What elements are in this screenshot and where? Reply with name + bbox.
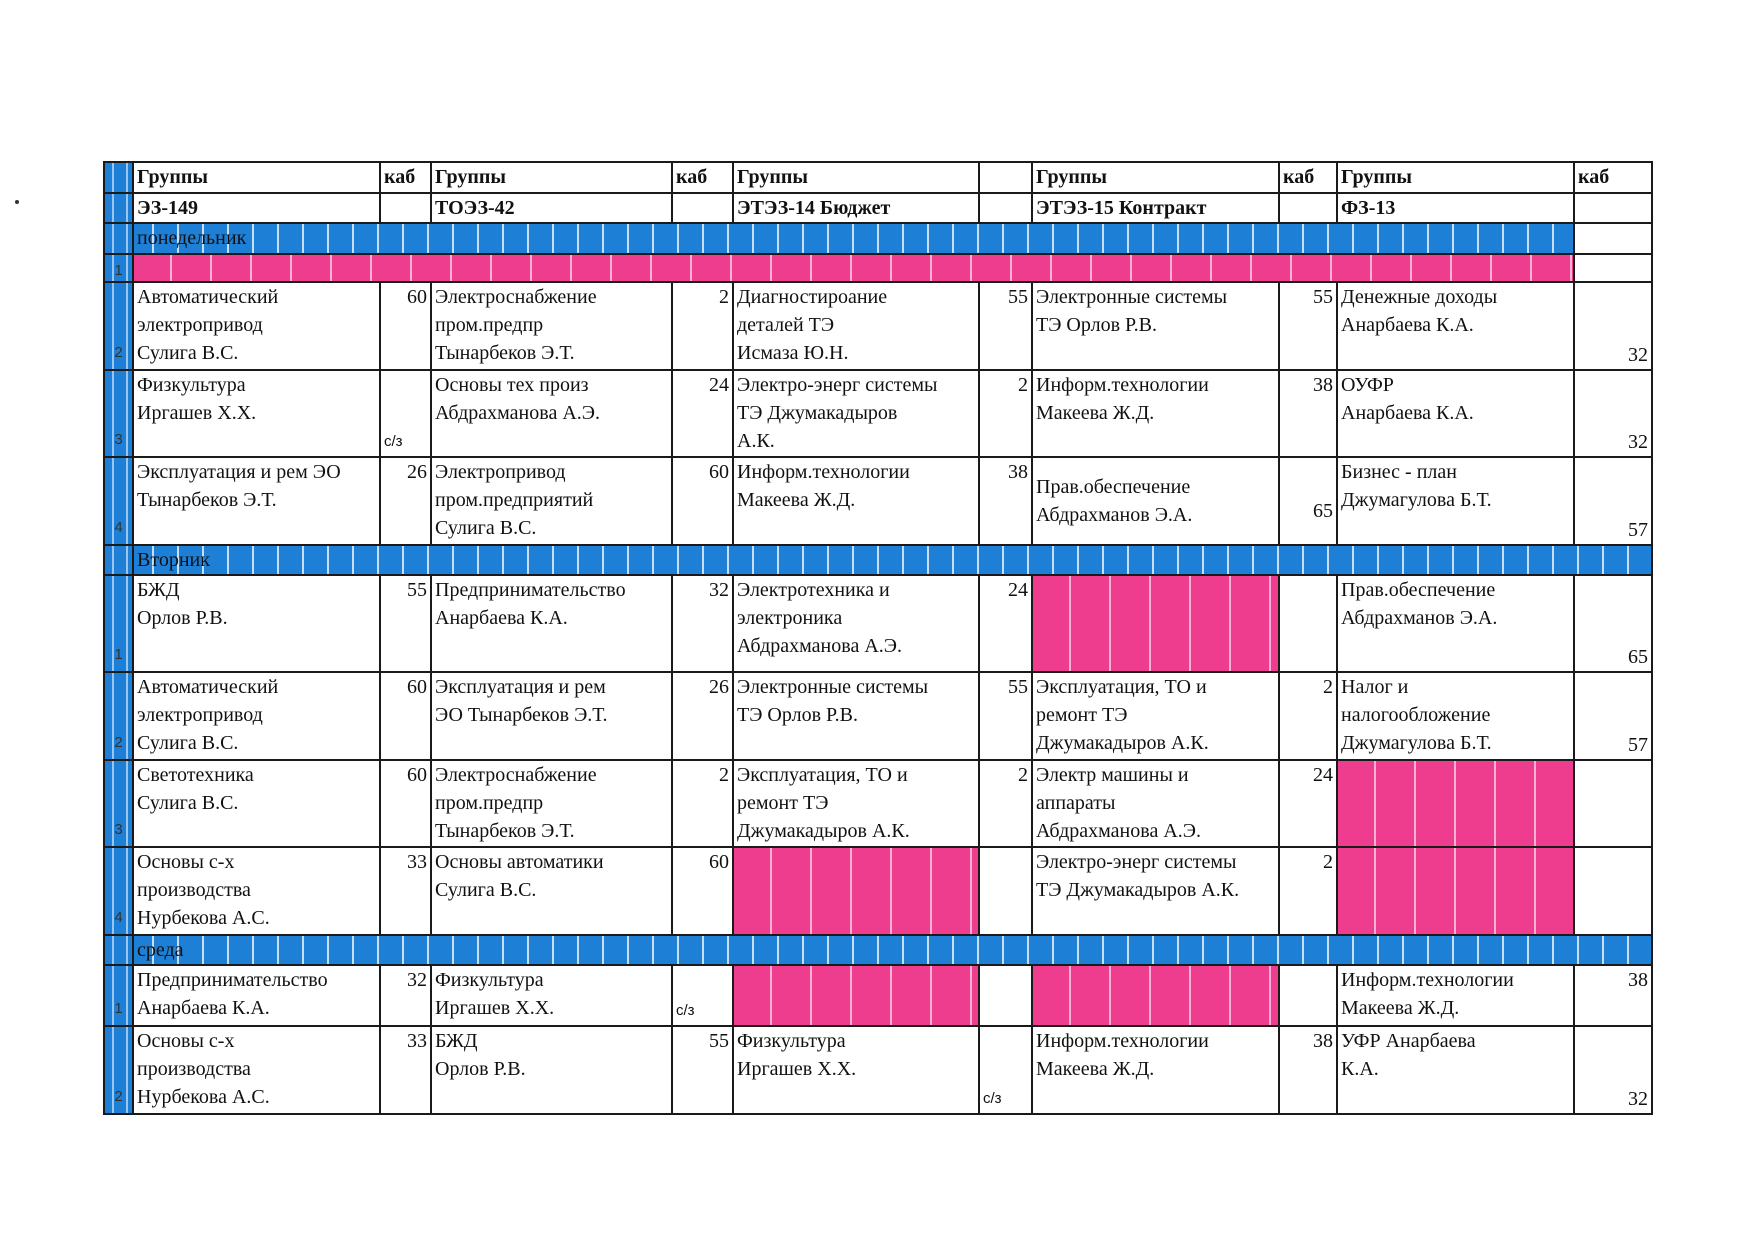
room-cell: 26 <box>380 457 431 545</box>
period-row <box>104 847 1652 935</box>
lesson-cell: Электр машины и аппараты Абдрахманова А.Э. <box>1032 760 1279 848</box>
room-cell: 24 <box>979 575 1032 672</box>
period-row <box>104 254 1652 283</box>
lesson-cell: Электронные системы ТЭ Орлов Р.В. <box>1032 282 1279 370</box>
lesson-cell: Эксплуатация и рем ЭО Тынарбеков Э.Т. <box>133 457 380 545</box>
room-cell: 60 <box>380 282 431 370</box>
groups-label: Группы <box>1337 162 1574 193</box>
room-label: с/з <box>983 1090 1002 1107</box>
lesson-cell: Информ.технологии Макеева Ж.Д. <box>1337 965 1574 1026</box>
empty-cell <box>380 193 431 224</box>
empty-slot <box>1032 965 1279 1026</box>
lesson-cell: Бизнес - план Джумагулова Б.Т. <box>1337 457 1574 545</box>
period-row <box>104 672 1652 760</box>
side-bar <box>104 223 133 254</box>
day-label-wednesday: среда <box>133 935 1652 966</box>
side-bar <box>104 935 133 966</box>
room-label: с/з <box>384 433 403 451</box>
day-row-wednesday <box>104 935 1652 966</box>
room-cell: 60 <box>380 672 431 760</box>
lesson-cell: Основы с-х производства Нурбекова А.С. <box>133 847 380 935</box>
room-cell: 24 <box>1279 760 1337 848</box>
day-label-monday: понедельник <box>133 223 1574 254</box>
side-bar <box>104 193 133 224</box>
day-label-tuesday: Вторник <box>133 545 1652 576</box>
period-number: 1 <box>114 261 123 279</box>
kab-label: каб <box>1574 162 1652 193</box>
room-cell: 32 <box>380 965 431 1026</box>
room-cell: 32 <box>1574 282 1652 370</box>
room-cell: 32 <box>1574 370 1652 458</box>
room-cell: 38 <box>1279 1026 1337 1114</box>
group-name: ЭТЭЗ-14 Бюджет <box>733 193 979 224</box>
lesson-cell: Электроснабжение пром.предпр Тынарбеков Э.Т. <box>431 760 672 848</box>
period-number: 4 <box>114 908 123 926</box>
side-bar <box>104 1026 133 1114</box>
period-row <box>104 370 1652 458</box>
kab-label: каб <box>1279 162 1337 193</box>
room-cell: 26 <box>672 672 733 760</box>
room-cell <box>672 965 733 1026</box>
lesson-cell: Основы с-х производства Нурбекова А.С. <box>133 1026 380 1114</box>
lesson-cell: Прав.обеспечение Абдрахманов Э.А. <box>1337 575 1574 672</box>
group-name: ТОЭЗ-42 <box>431 193 672 224</box>
group-name: ЭЗ-149 <box>133 193 380 224</box>
day-row-tuesday <box>104 545 1652 576</box>
side-bar <box>104 545 133 576</box>
room-cell: 55 <box>380 575 431 672</box>
lesson-cell: Электроснабжение пром.предпр Тынарбеков Э.Т. <box>431 282 672 370</box>
lesson-cell: Информ.технологии Макеева Ж.Д. <box>1032 370 1279 458</box>
lesson-cell: Эксплуатация и рем ЭО Тынарбеков Э.Т. <box>431 672 672 760</box>
room-cell: 65 <box>1574 575 1652 672</box>
lesson-cell: БЖД Орлов Р.В. <box>431 1026 672 1114</box>
side-bar <box>104 370 133 458</box>
side-bar <box>104 457 133 545</box>
empty-cell <box>979 965 1032 1026</box>
side-bar <box>104 965 133 1026</box>
room-cell: 57 <box>1574 457 1652 545</box>
lesson-cell: Эксплуатация, ТО и ремонт ТЭ Джумакадыров А.К. <box>1032 672 1279 760</box>
room-cell: 55 <box>672 1026 733 1114</box>
lesson-cell: Электропривод пром.предприятий Сулига В.С. <box>431 457 672 545</box>
empty-slot <box>1337 847 1574 935</box>
empty-cell <box>979 847 1032 935</box>
lesson-cell: Электронные системы ТЭ Орлов Р.В. <box>733 672 979 760</box>
room-cell: 38 <box>1574 965 1652 1026</box>
side-bar <box>104 162 133 193</box>
side-bar <box>104 575 133 672</box>
period-number: 2 <box>114 343 123 361</box>
period-row <box>104 457 1652 545</box>
groups-label: Группы <box>431 162 672 193</box>
kab-label: каб <box>672 162 733 193</box>
schedule-table <box>103 161 1653 1115</box>
empty-cell <box>672 193 733 224</box>
lesson-cell: Электро-энерг системы ТЭ Джумакадыров А.К. <box>1032 847 1279 935</box>
room-cell: 33 <box>380 847 431 935</box>
room-cell: 55 <box>979 282 1032 370</box>
scan-speck <box>15 200 19 204</box>
lesson-cell: Предпринимательство Анарбаева К.А. <box>133 965 380 1026</box>
empty-slot <box>733 965 979 1026</box>
room-cell: 32 <box>1574 1026 1652 1114</box>
empty-cell <box>979 193 1032 224</box>
room-cell: 24 <box>672 370 733 458</box>
empty-slot <box>1032 575 1279 672</box>
empty-slot <box>733 847 979 935</box>
lesson-cell: Информ.технологии Макеева Ж.Д. <box>733 457 979 545</box>
lesson-cell: Автоматический электропривод Сулига В.С. <box>133 282 380 370</box>
room-cell: 60 <box>672 847 733 935</box>
side-bar <box>104 254 133 283</box>
lesson-cell: БЖД Орлов Р.В. <box>133 575 380 672</box>
side-bar <box>104 672 133 760</box>
room-cell: 2 <box>979 370 1032 458</box>
lesson-cell: Светотехника Сулига В.С. <box>133 760 380 848</box>
kab-label: каб <box>380 162 431 193</box>
room-cell: 2 <box>672 760 733 848</box>
schedule-sheet <box>103 161 1651 1115</box>
lesson-cell: Диагностироание деталей ТЭ Исмаза Ю.Н. <box>733 282 979 370</box>
period-row <box>104 282 1652 370</box>
period-row <box>104 1026 1652 1114</box>
header-row <box>104 162 1652 193</box>
period-row <box>104 760 1652 848</box>
lesson-cell: Электротехника и электроника Абдрахманова А.Э. <box>733 575 979 672</box>
room-cell: 2 <box>979 760 1032 848</box>
room-cell: 33 <box>380 1026 431 1114</box>
room-cell: 55 <box>1279 282 1337 370</box>
room-cell: 57 <box>1574 672 1652 760</box>
groups-label: Группы <box>133 162 380 193</box>
room-cell: 55 <box>979 672 1032 760</box>
groups-label: Группы <box>1032 162 1279 193</box>
period-number: 2 <box>114 1088 123 1105</box>
side-bar <box>104 282 133 370</box>
room-cell: 60 <box>672 457 733 545</box>
lesson-cell: Физкультура Иргашев Х.Х. <box>431 965 672 1026</box>
group-name: ФЗ-13 <box>1337 193 1574 224</box>
day-row-monday <box>104 223 1652 254</box>
kab-label-empty <box>979 162 1032 193</box>
lesson-cell: Предпринимательство Анарбаева К.А. <box>431 575 672 672</box>
empty-slot <box>1337 760 1574 848</box>
empty-cell <box>1279 965 1337 1026</box>
lesson-cell: ОУФР Анарбаева К.А. <box>1337 370 1574 458</box>
room-cell: 2 <box>1279 672 1337 760</box>
group-name: ЭТЭЗ-15 Контракт <box>1032 193 1279 224</box>
period-number: 1 <box>114 1000 123 1018</box>
empty-cell <box>1574 847 1652 935</box>
empty-cell <box>1574 254 1652 283</box>
groups-label: Группы <box>733 162 979 193</box>
period-number: 2 <box>114 733 123 751</box>
lesson-cell: Основы тех произ Абдрахманова А.Э. <box>431 370 672 458</box>
side-bar <box>104 760 133 848</box>
empty-cell <box>1574 193 1652 224</box>
room-cell: 2 <box>672 282 733 370</box>
room-cell: 38 <box>1279 370 1337 458</box>
period-number: 3 <box>114 821 123 839</box>
lesson-cell: УФР Анарбаева К.А. <box>1337 1026 1574 1114</box>
room-cell <box>979 1026 1032 1114</box>
lesson-cell: Физкультура Иргашев Х.Х. <box>733 1026 979 1114</box>
lesson-cell: Электро-энерг системы ТЭ Джумакадыров А.К. <box>733 370 979 458</box>
empty-cell <box>1574 223 1652 254</box>
lesson-cell: Налог и налогообложение Джумагулова Б.Т. <box>1337 672 1574 760</box>
side-bar <box>104 847 133 935</box>
room-cell: 60 <box>380 760 431 848</box>
period-number: 4 <box>114 518 123 536</box>
empty-slot <box>133 254 1574 283</box>
lesson-cell: Денежные доходы Анарбаева К.А. <box>1337 282 1574 370</box>
lesson-cell: Информ.технологии Макеева Ж.Д. <box>1032 1026 1279 1114</box>
lesson-cell: Эксплуатация, ТО и ремонт ТЭ Джумакадыров А.К. <box>733 760 979 848</box>
lesson-cell: Автоматический электропривод Сулига В.С. <box>133 672 380 760</box>
room-cell: 65 <box>1279 457 1337 545</box>
room-label: с/з <box>676 1002 695 1020</box>
period-number: 3 <box>114 431 123 449</box>
lesson-cell: Основы автоматики Сулига В.С. <box>431 847 672 935</box>
empty-cell <box>1574 760 1652 848</box>
lesson-cell: Физкультура Иргашев Х.Х. <box>133 370 380 458</box>
period-row <box>104 965 1652 1026</box>
period-number: 1 <box>114 646 123 664</box>
room-cell: 2 <box>1279 847 1337 935</box>
room-cell: 38 <box>979 457 1032 545</box>
empty-cell <box>1279 575 1337 672</box>
group-names-row <box>104 193 1652 224</box>
lesson-cell: Прав.обеспечение Абдрахманов Э.А. <box>1032 457 1279 545</box>
period-row <box>104 575 1652 672</box>
room-cell <box>380 370 431 458</box>
empty-cell <box>1279 193 1337 224</box>
room-cell: 32 <box>672 575 733 672</box>
